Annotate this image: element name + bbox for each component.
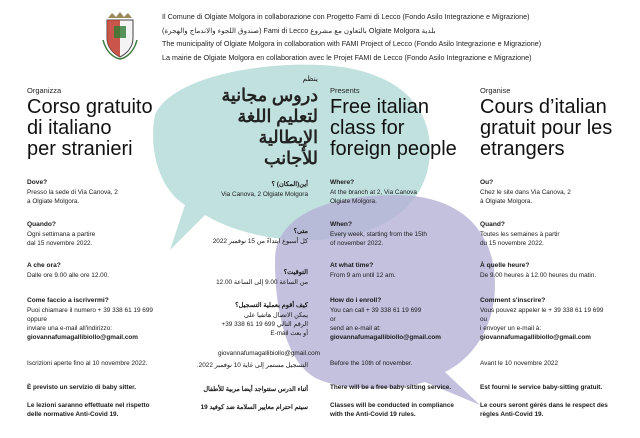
english-tag: Presents [330,86,360,95]
english-column-title [330,86,480,160]
arabic-covid: سيتم احترام معايير السلامة ضد كوفيد 19 [200,404,308,411]
italian-title: Corso gratuito di italiano per stranieri [27,96,153,160]
french-email-link[interactable]: giovannafumagallibiollo@gmail.com [480,334,591,341]
arabic-tag: ينظم [302,74,318,83]
italian-column-title [27,86,177,160]
french-deadline: Avant le 10 novembre 2022 [480,360,559,367]
header-arabic: بلدية Olgiate Molgora بالتعاون مع مشروع Fami di Lecco (صندوق اللجوء والاندماج والهجرة) [162,25,436,35]
french-tag: Organise [480,86,511,95]
italian-covid: Le lezioni saranno effettuate nel rispetto delle normative Anti-Covid 19. [27,402,150,418]
french-column-title [480,86,635,160]
italian-deadline: Iscrizioni aperte fino al 10 novembre 2022. [27,360,148,367]
french-enroll: Comment s'inscrire? Vous pouvez appeler le + 39 338 61 19 699 ou i envoyer un e-mail à: giovannafumagallibiollo@gmail.com [480,296,638,342]
italian-enroll: Come faccio a iscrivermi? Puoi chiamare il numero + 39 338 61 19 699 oppure inviare una e-mail all'indirizzo: giovannafumagallibiollo@gmail.com [27,296,197,342]
english-babysit: There will be a free baby-sitting service. [330,384,452,391]
arabic-time: التوقيت؟ من الساعة 9.00 إلى الساعة 12.00 [216,269,308,286]
english-title: Free italian class for foreign people [330,96,457,160]
arabic-when: متى؟ كل أسبوع ابتداءً من 15 نوفمبر 2022 [212,228,308,245]
french-time: À quelle heure? De 9.00 heures à 12.00 heures du matin. [480,262,597,279]
arabic-title: دروس مجانية لتعليم اللغة الإيطالية للأجانب [221,85,318,168]
italian-tag: Organizza [27,86,62,95]
french-covid: Le cours seront gérés dans le respect des règles Anti-Covid 19. [480,402,608,418]
header-italian: Il Comune di Olgiate Molgora in collaborazione con Progetto Fami di Lecco (Fondo Asilo Integrazione e Migrazione) [162,12,530,21]
header-credits [162,10,632,64]
municipal-crest-icon [100,10,140,60]
arabic-deadline: التسجيل مستمر إلى غاية 10 نوفمبر 2022. [196,362,308,369]
arabic-babysit: أثناء الدرس ستتواجد أيضا مربية للأطفال [203,386,308,393]
french-where: Ou? Chez le site dans Via Canova, 2 à Olgiate Molgora. [480,179,571,205]
english-where: Where? At the branch at 2, Via Canova Olgiate Molgora. [330,179,417,205]
english-enroll: How do i enroll? You can call + 39 338 61 19 699 or send an e-mail at: giovannafumagallibiollo@gmail.com [330,296,480,342]
italian-time: A che ora? Dalle ore 9.00 alle ore 12.00. [27,262,110,279]
italian-babysit: È previsto un servizio di baby sitter. [27,384,137,391]
english-deadline: Before the 10th of november. [330,360,413,367]
arabic-enroll: كيف أقوم بعملية التسجيل؟ يمكن الاتصال هاتفيا على الرقم التالي 699 19 61 338 39+ أو بعث E-mail [221,302,308,337]
header-english: The municipality of Olgiate Molgora in collaboration with FAMI Project of Lecco (Fondo Asilo Integrazione e Migrazione) [162,39,542,48]
english-email-link[interactable]: giovannafumagallibiollo@gmail.com [330,334,441,341]
english-covid: Classes will be conducted in compliance with the Anti-Covid 19 rules. [330,402,454,418]
italian-email-link[interactable]: giovannafumagallibiollo@gmail.com [27,334,138,341]
french-title: Cours d’italian gratuit pour les etrangers [480,96,613,160]
english-when: When? Every week, starting from the 15th of november 2022. [330,221,427,247]
arabic-column-title [203,74,318,169]
english-time: At what time? From 9 am until 12 am. [330,262,396,279]
header-french: La mairie de Olgiate Molgora en collaboration avec le Projet FAMI de Lecco (Fondo Asilo Integrazione e Migrazione) [162,52,532,62]
french-when: Quand? Toutes les semaines à partir du 15 novembre 2022. [480,221,560,247]
arabic-email-link[interactable]: giovannafumagallibiollo@gmail.com [217,350,320,357]
arabic-where: أين(المكان) ؟ Via Canova, 2 Olgiate Molgora [221,181,308,198]
italian-where: Dove? Presso la sede di Via Canova, 2 a Olgiate Molgora. [27,179,118,205]
italian-when: Quando? Ogni settimana a partire dal 15 novembre 2022. [27,221,96,247]
french-babysit: Est fourni le service baby-sitting gratuit. [480,384,603,391]
